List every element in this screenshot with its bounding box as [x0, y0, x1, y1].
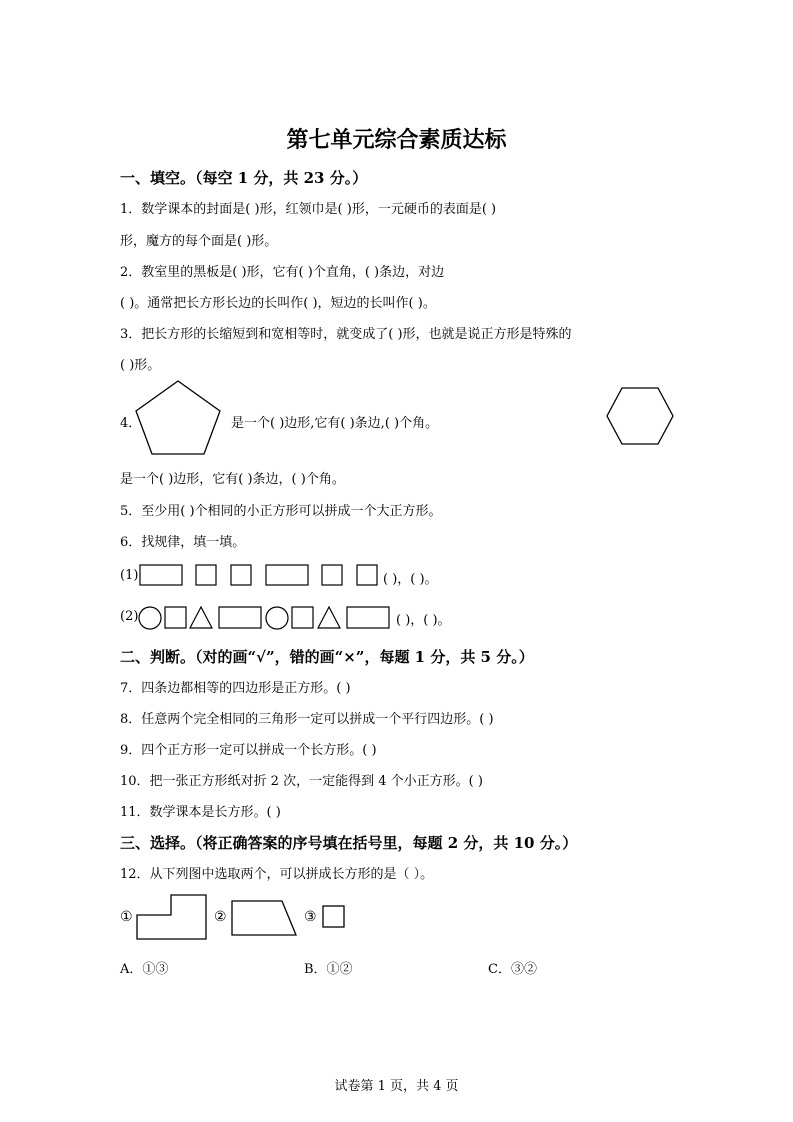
pattern-1-label: (1) [120, 568, 139, 583]
pattern-2-rectangle [347, 607, 389, 628]
hexagon-figure [605, 387, 675, 447]
pattern-2-answer-blanks: ( )，( )。 [396, 613, 451, 628]
pattern-1-shapes [138, 563, 383, 587]
section-heading-true-false: 二、判断。（对的画“√”，错的画“×”，每题 1 分，共 5 分。） [120, 648, 534, 666]
question-3-line-2: ( )形。 [120, 358, 161, 373]
question-12: 12．从下列图中选取两个，可以拼成长方形的是（ ）。 [120, 867, 434, 882]
question-10: 10．把一张正方形纸对折 2 次，一定能得到 4 个小正方形。( ) [120, 774, 483, 789]
pattern-2-shapes [137, 605, 395, 631]
pattern-2-triangle [318, 607, 340, 628]
pattern-1-square [357, 565, 377, 585]
question-6: 6．找规律，填一填。 [120, 535, 246, 550]
section-heading-multiple-choice: 三、选择。（将正确答案的序号填在括号里，每题 2 分，共 10 分。） [120, 834, 578, 852]
question-1-line-1: 1．数学课本的封面是( )形，红领巾是( )形，一元硬币的表面是( ) [120, 202, 497, 217]
pattern-2-triangle [190, 607, 212, 628]
question-5: 5．至少用( )个相同的小正方形可以拼成一个大正方形。 [120, 504, 442, 519]
figure-2-trapezoid [230, 899, 298, 937]
option-c[interactable]: C．③② [488, 962, 537, 977]
pattern-1-square [196, 565, 216, 585]
pattern-2-circle [266, 607, 288, 629]
pattern-2-square [292, 607, 313, 628]
page-title: 第七单元综合素质达标 [286, 127, 507, 153]
option-b[interactable]: B．①② [304, 962, 353, 977]
question-4-hexagon-blanks: 是一个( )边形，它有( )条边，( )个角。 [120, 472, 345, 487]
figure-1-label: ① [120, 909, 133, 925]
question-7: 7．四条边都相等的四边形是正方形。( ) [120, 681, 351, 696]
question-4-pentagon-blanks: 是一个( )边形,它有( )条边,( )个角。 [231, 416, 439, 431]
pattern-1-long-rectangle [140, 565, 182, 585]
question-2-line-1: 2．教室里的黑板是( )形，它有( )个直角，( )条边，对边 [120, 265, 445, 280]
pattern-2-circle [139, 607, 161, 629]
option-a[interactable]: A．①③ [120, 962, 169, 977]
pattern-1-square [231, 565, 251, 585]
section-heading-fill-blank: 一、填空。（每空 1 分，共 23 分。） [120, 169, 368, 187]
figure-1-l-shape [136, 893, 208, 941]
figure-3-square [322, 905, 346, 929]
pattern-2-label: (2) [120, 609, 139, 624]
question-3-line-1: 3．把长方形的长缩短到和宽相等时，就变成了( )形，也就是说正方形是特殊的 [120, 327, 572, 342]
question-4-number: 4． [120, 416, 142, 431]
pattern-1-square [322, 565, 342, 585]
question-8: 8．任意两个完全相同的三角形一定可以拼成一个平行四边形。( ) [120, 712, 494, 727]
figure-3-label: ③ [304, 909, 317, 925]
pattern-1-answer-blanks: ( )，( )。 [383, 572, 438, 587]
pattern-2-rectangle [219, 607, 261, 628]
question-9: 9．四个正方形一定可以拼成一个长方形。( ) [120, 743, 377, 758]
question-1-line-2: 形，魔方的每个面是( )形。 [120, 234, 278, 249]
question-2-line-2: ( )。通常把长方形长边的长叫作( )，短边的长叫作( )。 [120, 296, 436, 311]
page-footer: 试卷第 1 页，共 4 页 [334, 1079, 459, 1094]
question-11: 11．数学课本是长方形。( ) [120, 805, 281, 820]
pentagon-figure [135, 378, 225, 458]
figure-2-label: ② [214, 909, 227, 925]
pattern-1-long-rectangle [266, 565, 308, 585]
pattern-2-square [165, 607, 186, 628]
